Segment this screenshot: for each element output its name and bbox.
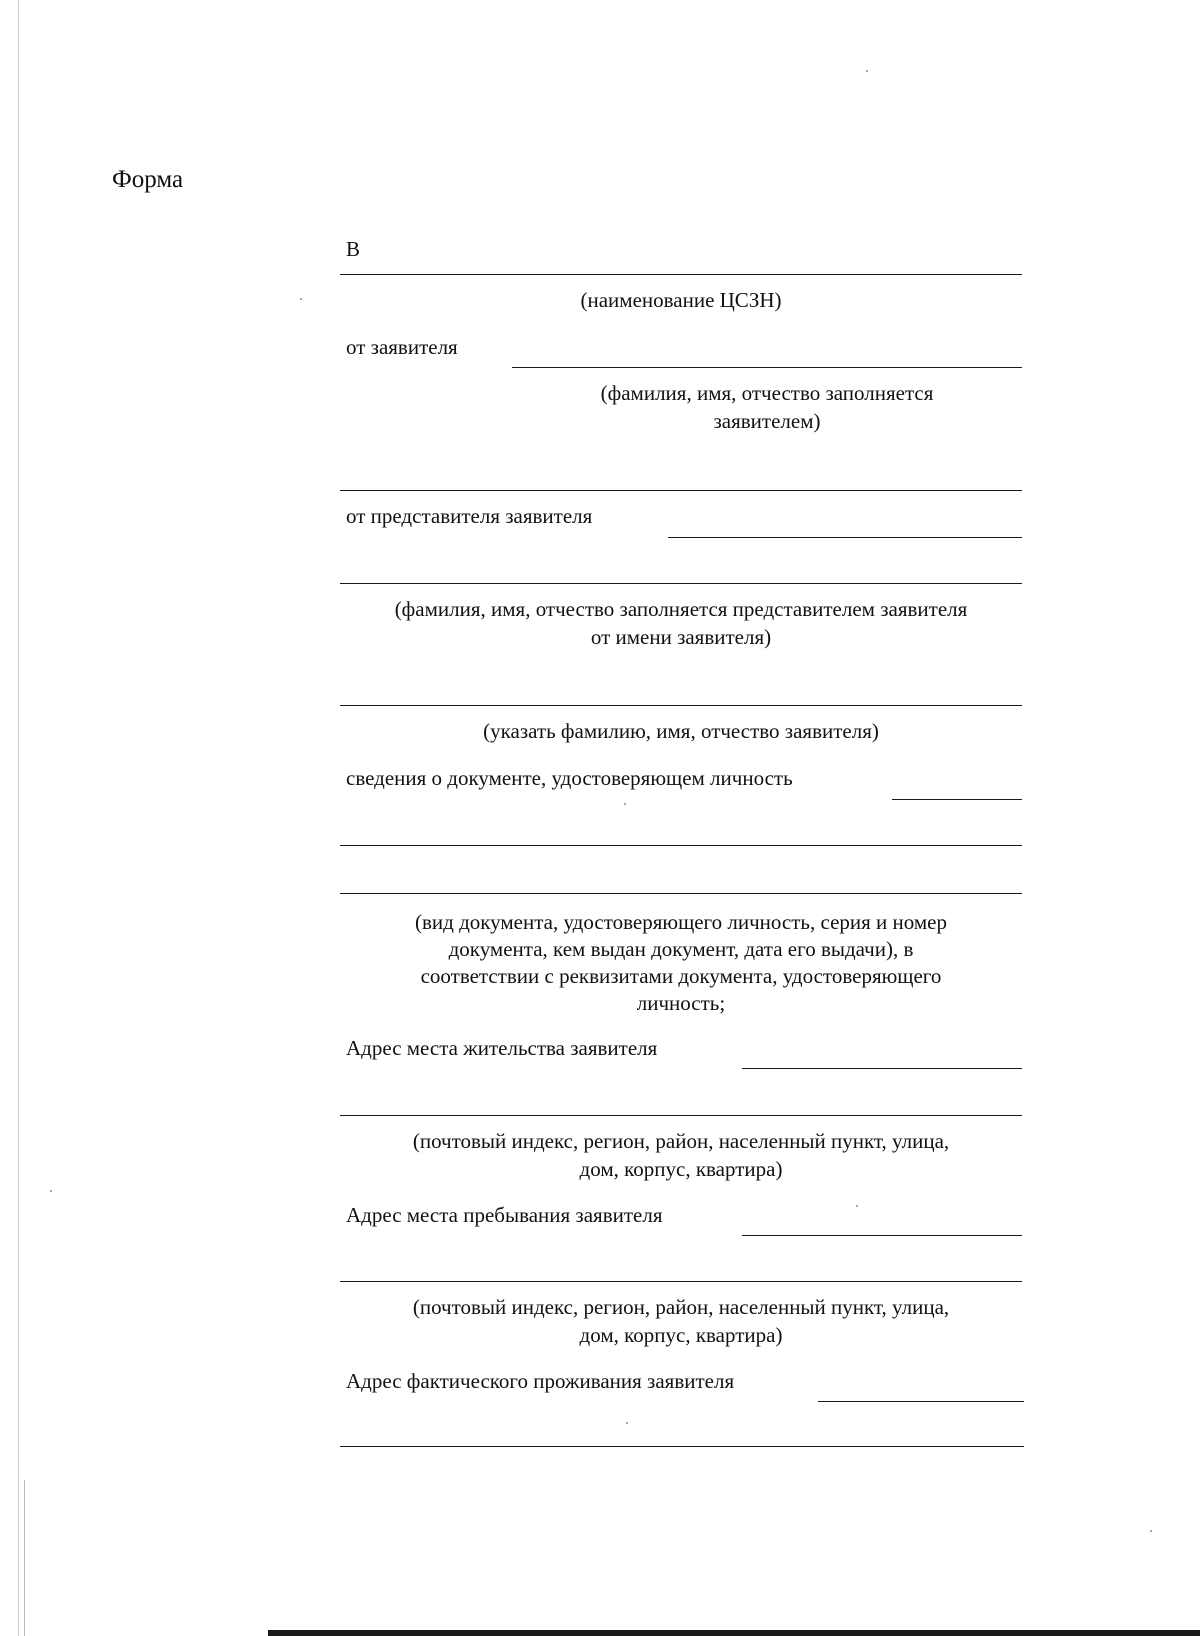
id-document-caption-line4: личность; xyxy=(636,991,726,1015)
id-document-caption-line1: (вид документа, удостоверяющего личность, серия и номер xyxy=(415,910,947,934)
applicant-name-caption-line1: (фамилия, имя, отчество заполняется xyxy=(600,381,934,405)
scan-edge-bottom xyxy=(268,1630,1200,1636)
actual-address-label: Адрес фактического проживания заявителя xyxy=(346,1369,735,1393)
id-document-field-line[interactable] xyxy=(892,799,1022,800)
actual-address-field-line[interactable] xyxy=(818,1401,1024,1402)
representative-caption-line2: от имени заявителя) xyxy=(590,625,772,649)
recipient-caption: (наименование ЦСЗН) xyxy=(580,288,782,312)
scan-speck xyxy=(624,803,626,805)
from-applicant-label: от заявителя xyxy=(346,335,458,359)
id-document-field-line-2[interactable] xyxy=(340,845,1022,846)
recipient-field-line[interactable] xyxy=(340,274,1022,275)
scan-speck xyxy=(50,1190,52,1192)
scan-edge-left-secondary xyxy=(24,1480,25,1636)
applicant-name-field-line[interactable] xyxy=(512,367,1022,368)
scan-speck xyxy=(856,1205,858,1207)
id-document-caption-line2: документа, кем выдан документ, дата его выдачи), в xyxy=(448,937,914,961)
applicant-name-caption-line2: заявителем) xyxy=(713,409,821,433)
representative-field-line[interactable] xyxy=(668,537,1022,538)
stay-caption-line1: (почтовый индекс, регион, район, населенный пункт, улица, xyxy=(412,1295,950,1319)
from-representative-label: от представителя заявителя xyxy=(346,504,593,528)
actual-address-field-line-2[interactable] xyxy=(340,1446,1024,1447)
applicant-extra-field-line[interactable] xyxy=(340,490,1022,491)
scan-edge-left xyxy=(18,0,19,1636)
id-document-label: сведения о документе, удостоверяющем личность xyxy=(346,766,793,790)
residence-caption-line2: дом, корпус, квартира) xyxy=(579,1157,783,1181)
stay-address-label: Адрес места пребывания заявителя xyxy=(346,1203,663,1227)
scan-speck xyxy=(866,70,868,72)
representative-field-line-2[interactable] xyxy=(340,583,1022,584)
id-document-field-line-3[interactable] xyxy=(340,893,1022,894)
id-document-caption-line3: соответствии с реквизитами документа, удостоверяющего xyxy=(420,964,942,988)
residence-address-label: Адрес места жительства заявителя xyxy=(346,1036,658,1060)
applicant-name-by-representative-field-line[interactable] xyxy=(340,705,1022,706)
stay-caption-line2: дом, корпус, квартира) xyxy=(579,1323,783,1347)
residence-address-field-line[interactable] xyxy=(742,1068,1022,1069)
residence-caption-line1: (почтовый индекс, регион, район, населенный пункт, улица, xyxy=(412,1129,950,1153)
scan-speck xyxy=(300,298,302,300)
specify-applicant-caption: (указать фамилию, имя, отчество заявителя) xyxy=(483,719,879,743)
representative-caption-line1: (фамилия, имя, отчество заполняется представителем заявителя xyxy=(394,597,968,621)
form-title: Форма xyxy=(112,166,184,193)
stay-address-field-line[interactable] xyxy=(742,1235,1022,1236)
stay-address-field-line-2[interactable] xyxy=(340,1281,1022,1282)
to-prefix: В xyxy=(346,237,361,261)
scan-speck xyxy=(626,1422,628,1424)
scan-speck xyxy=(1150,1530,1152,1532)
residence-address-field-line-2[interactable] xyxy=(340,1115,1022,1116)
